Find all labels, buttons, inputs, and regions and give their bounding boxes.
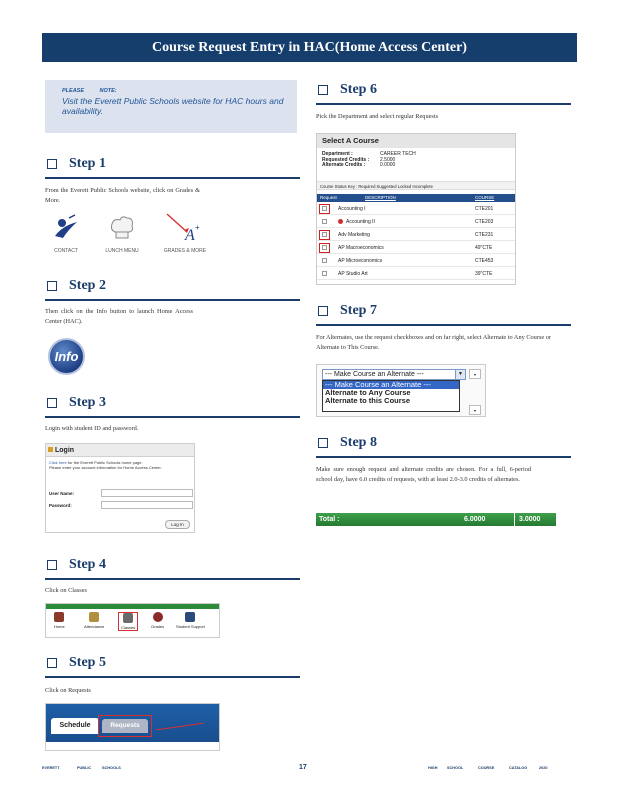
course-table-header: Request DESCRIPTION COURSE (317, 194, 515, 202)
tab-requests[interactable]: Requests (102, 719, 148, 733)
incomplete-icon (338, 219, 343, 224)
total-requests: 6.0000 (464, 516, 486, 523)
select-course-screenshot (316, 133, 516, 285)
checkbox-icon (47, 281, 57, 291)
course-status-key: Course Status Key : Required Suggested Locked Incomplete (317, 181, 515, 190)
highlight-box (319, 204, 330, 214)
nav-student-support[interactable]: Student Support (176, 612, 205, 629)
highlight-box (98, 715, 152, 737)
step-1-heading: Step 1 (47, 156, 106, 172)
chef-hat-icon (107, 212, 137, 244)
option-make-alternate[interactable]: --- Make Course an Alternate --- (323, 381, 459, 389)
option-alt-this-course[interactable]: Alternate to this Course (325, 396, 411, 405)
total-label: Total : (319, 516, 340, 523)
nav-attendance[interactable]: Attendance (84, 612, 104, 629)
checkbox-icon (318, 306, 328, 316)
highlight-box (319, 230, 330, 240)
divider (45, 578, 300, 580)
total-bar (316, 513, 514, 526)
step-2-heading: Step 2 (47, 278, 106, 294)
page-title: Course Request Entry in HAC(Home Access Center) (42, 33, 577, 62)
option-alt-any-course[interactable]: Alternate to Any Course (325, 388, 411, 397)
nav-grades[interactable]: Grades (151, 612, 164, 629)
chevron-down-icon[interactable]: ▼ (455, 370, 465, 379)
checkbox-icon (318, 85, 328, 95)
svg-text:A: A (185, 227, 195, 244)
page-number: 17 (299, 764, 307, 771)
divider (45, 177, 300, 179)
grades-icon (153, 612, 163, 622)
small-dropdown[interactable]: ▾ (469, 369, 481, 379)
course-info: Department : CAREER TECH Requested Credits : 2.5000 Alternate Credits : 0.0000 (322, 151, 416, 168)
course-row[interactable]: Adv Marketing CTE231 (317, 229, 515, 241)
user-name-label: User Name: (49, 491, 75, 496)
divider (316, 324, 571, 326)
totals-screenshot (316, 508, 556, 538)
alternate-screenshot (316, 364, 486, 417)
step-6-heading: Step 6 (318, 82, 377, 98)
note-heading: PLEASE NOTE: (62, 88, 117, 94)
select-course-header: Select A Course (317, 134, 515, 148)
checkbox-icon (47, 560, 57, 570)
highlight-box (319, 243, 330, 253)
home-page-link[interactable]: Click here (49, 460, 67, 465)
classes-icon (123, 613, 133, 623)
course-row[interactable]: Accounting I CTE201 (317, 203, 515, 215)
contact-link[interactable]: CONTACT (47, 212, 85, 246)
step-1-text: From the Everett Public Schools website, click on Grades & More. (45, 187, 200, 204)
alternate-select[interactable]: --- Make Course an Alternate --- ▼ (322, 369, 466, 380)
course-row[interactable]: AP Studio Art 39"CTE (317, 268, 515, 280)
request-checkbox[interactable] (322, 271, 327, 276)
contact-icon (51, 212, 81, 244)
svg-text:+: + (195, 223, 200, 232)
course-row[interactable]: AP Microeconomics CTE453 (317, 255, 515, 267)
grades-a-plus-icon (165, 212, 205, 246)
step-5-text: Click on Requests (45, 687, 91, 694)
website-icons (47, 212, 217, 262)
password-label: Password: (49, 503, 72, 508)
step-8-heading: Step 8 (318, 435, 377, 451)
divider (45, 416, 300, 418)
request-checkbox[interactable] (322, 258, 327, 263)
small-dropdown[interactable]: ▾ (469, 405, 481, 415)
step-4-heading: Step 4 (47, 557, 106, 573)
user-name-input[interactable] (101, 489, 193, 497)
divider (316, 103, 571, 105)
course-row[interactable]: AP Macroeconomics 49"CTE (317, 242, 515, 254)
divider (45, 299, 300, 301)
step-2-text: Then click on the Info button to launch Home Access Center (HAC). (45, 308, 193, 325)
requests-screenshot (45, 703, 220, 751)
checkbox-icon (47, 658, 57, 668)
login-message: Click here for the Everett Public Schools home page. Please enter your account information for Home Access Center. (49, 460, 162, 470)
password-input[interactable] (101, 501, 193, 509)
checkbox-icon (47, 159, 57, 169)
nav-classes[interactable]: Classes (118, 612, 138, 631)
alternate-options-list (322, 380, 460, 412)
note-box (45, 80, 297, 133)
step-7-heading: Step 7 (318, 303, 377, 319)
lunch-menu-link[interactable]: LUNCH MENU (99, 212, 145, 246)
lock-icon (48, 447, 53, 452)
login-header: Login (46, 444, 194, 457)
home-icon (54, 612, 64, 622)
student-support-icon (185, 612, 195, 622)
attendance-icon (89, 612, 99, 622)
login-screenshot (45, 443, 195, 533)
step-6-text: Pick the Department and select regular Requests (316, 113, 439, 120)
tab-schedule[interactable]: Schedule (51, 718, 99, 734)
request-checkbox[interactable] (322, 219, 327, 224)
step-3-heading: Step 3 (47, 395, 106, 411)
step-5-heading: Step 5 (47, 655, 106, 671)
step-3-text: Login with student ID and password. (45, 425, 139, 432)
course-row[interactable]: Accounting II CTE203 (317, 216, 515, 228)
step-8-text: Make sure enough request and alternate credits are chosen. For a full, 6-period school day, have 6.0 credits of requests, with at least 2.0-3.0 credits of alternates. (316, 466, 531, 483)
nav-screenshot (45, 603, 220, 638)
total-alternates: 3.0000 (515, 513, 556, 526)
nav-home[interactable]: Home (54, 612, 65, 629)
grades-more-link[interactable]: A + GRADES & MORE (157, 212, 213, 248)
note-text: Visit the Everett Public Schools website for HAC hours and availability. (62, 96, 284, 116)
login-button[interactable]: Log In (165, 520, 190, 529)
divider (45, 676, 300, 678)
checkbox-icon (47, 398, 57, 408)
checkbox-icon (318, 438, 328, 448)
info-button[interactable]: Info (48, 338, 85, 375)
page-footer: EVERETT PUBLIC SCHOOLS 17 HIGH SCHOOL COURSE CATALOG 2020 (42, 764, 548, 771)
step-4-text: Click on Classes (45, 587, 87, 594)
divider (316, 456, 571, 458)
step-7-text: For Alternates, use the request checkboxes and on far right, select Alternate to Any Course or Alternate to This Course. (316, 334, 551, 351)
